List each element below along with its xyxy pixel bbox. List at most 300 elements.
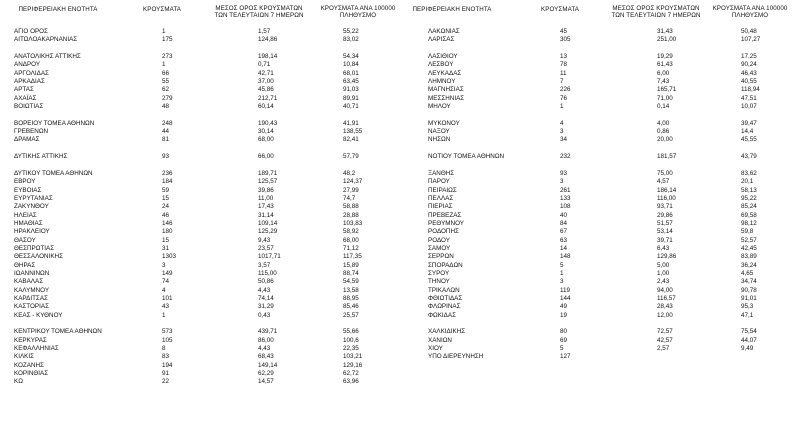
table-row <box>14 136 396 144</box>
cases-cell: 31 <box>162 244 170 252</box>
region-cell: ΑΡΓΟΛΙΔΑΣ <box>14 69 49 77</box>
avg7-cell: 190,43 <box>258 119 278 127</box>
region-cell: ΛΕΥΚΑΔΑΣ <box>428 69 462 77</box>
cases-cell: 3 <box>560 128 564 136</box>
cases-cell: 101 <box>162 295 173 302</box>
table-row <box>14 353 396 361</box>
region-cell: ΚΕΦΑΛΛΗΝΙΑΣ <box>14 345 59 353</box>
table-row <box>14 128 396 136</box>
left-table <box>14 0 396 387</box>
table-row <box>14 70 396 78</box>
avg7-cell: 39,71 <box>657 236 673 244</box>
per100k-cell: 22,35 <box>343 345 359 353</box>
table-row <box>408 203 788 211</box>
spacer-row <box>14 45 396 53</box>
per100k-cell: 138,55 <box>343 128 363 136</box>
region-cell: ΦΘΙΩΤΙΔΑΣ <box>428 295 463 302</box>
per100k-cell: 85,46 <box>343 303 359 311</box>
cases-cell: 305 <box>560 36 571 44</box>
cases-cell: 34 <box>560 136 568 144</box>
avg7-cell: 62,29 <box>258 370 274 378</box>
table-row <box>408 128 788 136</box>
per100k-cell: 107,27 <box>741 36 761 44</box>
avg7-cell: 31,29 <box>258 303 274 311</box>
table-row <box>14 253 396 261</box>
per100k-cell: 34,74 <box>741 278 757 286</box>
cases-cell: 67 <box>560 228 568 236</box>
per100k-cell: 100,6 <box>343 336 359 344</box>
avg7-cell: 129,86 <box>657 253 677 261</box>
table-row <box>408 136 788 144</box>
region-cell: ΚΑΛΥΜΝΟΥ <box>14 286 50 294</box>
avg7-cell: 251,00 <box>657 36 677 44</box>
per100k-cell: 98,12 <box>741 219 757 227</box>
table-row <box>408 337 788 345</box>
avg7-cell: 94,00 <box>657 286 673 294</box>
region-cell: ΦΛΩΡΙΝΑΣ <box>428 303 461 311</box>
per100k-cell: 44,07 <box>741 336 757 344</box>
table-row <box>408 28 788 36</box>
avg7-cell: 439,71 <box>258 328 278 336</box>
avg7-cell: 0,43 <box>258 311 271 319</box>
avg7-cell: 124,86 <box>258 36 278 44</box>
cases-cell: 261 <box>560 186 571 194</box>
per100k-cell: 52,57 <box>741 236 757 244</box>
region-cell: ΑΙΤΩΛΟΑΚΑΡΝΑΝΙΑΣ <box>14 36 78 44</box>
per100k-cell: 95,22 <box>741 194 757 202</box>
cases-cell: 15 <box>162 236 170 244</box>
region-cell: ΑΧΑΪΑΣ <box>14 94 37 102</box>
cases-cell: 15 <box>162 194 170 202</box>
avg7-cell: 71,00 <box>657 94 673 102</box>
avg7-cell: 29,86 <box>657 211 673 219</box>
table-row <box>408 328 788 336</box>
cases-header: ΚΡΟΥΣΜΑΤΑ <box>541 6 579 13</box>
region-cell: ΚΕΡΚΥΡΑΣ <box>14 336 47 344</box>
table-row <box>408 178 788 186</box>
cases-cell: 119 <box>560 286 571 294</box>
region-cell: ΛΑΣΙΘΙΟΥ <box>428 53 458 61</box>
region-cell: ΚΑΒΑΛΑΣ <box>14 278 44 286</box>
cases-cell: 1 <box>162 311 166 319</box>
right-table-body <box>408 28 788 362</box>
region-cell: ΠΕΛΛΑΣ <box>428 194 454 202</box>
avg7-header-line2: ΤΩΝ ΤΕΛΕΥΤΑΙΩΝ 7 ΗΜΕΡΩΝ <box>214 12 304 19</box>
per100k-cell: 71,12 <box>343 244 359 252</box>
region-cell: ΝΗΣΩΝ <box>428 136 451 144</box>
cases-cell: 14 <box>560 244 568 252</box>
avg7-cell: 37,00 <box>258 78 274 86</box>
avg7-cell: 7,43 <box>657 78 670 86</box>
cases-cell: 1 <box>560 103 564 111</box>
avg7-cell: 1017,71 <box>258 253 281 261</box>
avg7-cell: 0,86 <box>657 128 670 136</box>
region-cell: ΤΗΝΟΥ <box>428 278 450 286</box>
per100k-cell: 55,22 <box>343 28 359 35</box>
per100k-cell: 91,03 <box>343 86 359 94</box>
per100k-cell: 89,91 <box>343 94 359 102</box>
table-row <box>408 253 788 261</box>
region-cell: ΑΓΙΟ ΟΡΟΣ <box>14 28 48 35</box>
per100k-cell: 129,16 <box>343 361 363 369</box>
per100k-cell: 46,43 <box>741 69 757 77</box>
table-row <box>14 86 396 94</box>
cases-cell: 24 <box>162 203 170 211</box>
table-row <box>14 28 396 36</box>
cases-cell: 127 <box>560 353 571 361</box>
per100k-cell: 54,59 <box>343 278 359 286</box>
region-cell: ΗΛΕΙΑΣ <box>14 211 37 219</box>
spacer-row <box>408 45 788 53</box>
region-cell: ΚΩ <box>14 378 23 386</box>
avg7-cell: 198,14 <box>258 53 278 61</box>
avg7-cell: 74,14 <box>258 295 274 302</box>
region-cell: ΠΕΙΡΑΙΩΣ <box>428 186 457 194</box>
region-cell: ΔΡΑΜΑΣ <box>14 136 40 144</box>
table-row <box>14 328 396 336</box>
table-row <box>14 245 396 253</box>
per100k-cell: 20,1 <box>741 178 754 186</box>
cases-cell: 22 <box>162 378 170 386</box>
region-cell: ΝΟΤΙΟΥ ΤΟΜΕΑ ΑΘΗΝΩΝ <box>428 153 505 161</box>
region-cell: ΣΑΜΟΥ <box>428 244 451 252</box>
avg7-cell: 186,14 <box>657 186 677 194</box>
cases-cell: 13 <box>560 53 568 61</box>
avg7-cell: 3,57 <box>258 261 271 269</box>
cases-cell: 3 <box>560 278 564 286</box>
avg7-header <box>608 5 704 19</box>
table-row <box>14 178 396 186</box>
avg7-cell: 39,86 <box>258 186 274 194</box>
table-row <box>14 370 396 378</box>
region-cell: ΕΥΡΥΤΑΝΙΑΣ <box>14 194 53 202</box>
region-cell: ΞΑΝΘΗΣ <box>428 169 455 177</box>
table-row <box>408 153 788 161</box>
spacer-row <box>408 145 788 153</box>
region-cell: ΧΙΟΥ <box>428 345 443 353</box>
cases-cell: 149 <box>162 269 173 277</box>
region-cell: ΛΑΡΙΣΑΣ <box>428 36 455 44</box>
table-row <box>14 228 396 236</box>
table-row <box>14 195 396 203</box>
cases-cell: 83 <box>162 353 170 361</box>
cases-cell: 46 <box>162 211 170 219</box>
per100k-cell: 41,91 <box>343 119 359 127</box>
region-cell: ΓΡΕΒΕΝΩΝ <box>14 128 49 136</box>
cases-cell: 5 <box>560 345 564 353</box>
per100k-cell: 14,4 <box>741 128 754 136</box>
avg7-cell: 125,29 <box>258 228 278 236</box>
cases-cell: 78 <box>560 61 568 69</box>
region-cell: ΘΕΣΣΑΛΟΝΙΚΗΣ <box>14 253 63 261</box>
avg7-cell: 14,57 <box>258 378 274 386</box>
per100k-cell: 42,45 <box>741 244 757 252</box>
per100k-cell: 59,8 <box>741 228 754 236</box>
avg7-cell: 0,14 <box>657 103 670 111</box>
per100k-cell: 90,78 <box>741 286 757 294</box>
cases-cell: 1 <box>162 28 166 35</box>
table-row <box>408 86 788 94</box>
avg7-header-line2: ΤΩΝ ΤΕΛΕΥΤΑΙΩΝ 7 ΗΜΕΡΩΝ <box>611 12 701 19</box>
region-cell: ΑΝΔΡΟΥ <box>14 61 41 69</box>
region-cell: ΕΒΡΟΥ <box>14 178 36 186</box>
cases-cell: 236 <box>162 169 173 177</box>
per100k-cell: 82,41 <box>343 136 359 144</box>
left-table-header <box>14 0 396 28</box>
avg7-cell: 2,43 <box>657 278 670 286</box>
cases-cell: 63 <box>560 236 568 244</box>
per100k-cell: 118,94 <box>741 86 760 94</box>
region-header: ΠΕΡΙΦΕΡΕΙΑΚΗ ΕΝΟΤΗΤΑ <box>412 6 492 13</box>
per100k-cell: 39,47 <box>741 119 757 127</box>
per100k-cell: 91,01 <box>741 295 757 302</box>
avg7-cell: 61,43 <box>657 61 673 69</box>
per100k-cell: 4,65 <box>741 269 754 277</box>
cases-cell: 148 <box>560 253 571 261</box>
cases-cell: 7 <box>560 78 564 86</box>
avg7-cell: 109,14 <box>258 219 278 227</box>
cases-cell: 1 <box>162 61 166 69</box>
cases-cell: 74 <box>162 278 170 286</box>
spacer-row <box>408 111 788 119</box>
spacer-row <box>14 111 396 119</box>
per100k-cell: 13,58 <box>343 286 359 294</box>
per100k-cell: 50,48 <box>741 28 757 35</box>
avg7-cell: 30,14 <box>258 128 274 136</box>
avg7-cell: 42,71 <box>258 69 274 77</box>
avg7-cell: 4,43 <box>258 286 271 294</box>
per100k-cell: 103,21 <box>343 353 363 361</box>
cases-cell: 59 <box>162 186 170 194</box>
region-cell: ΑΝΑΤΟΛΙΚΗΣ ΑΤΤΙΚΗΣ <box>14 53 81 61</box>
region-cell: ΜΗΛΟΥ <box>428 103 451 111</box>
table-row <box>14 187 396 195</box>
avg7-cell: 1,00 <box>657 269 670 277</box>
region-cell: ΣΠΟΡΑΔΩΝ <box>428 261 463 269</box>
per100k-cell: 63,45 <box>343 78 359 86</box>
region-cell: ΡΟΔΟΥ <box>428 236 450 244</box>
table-row <box>408 245 788 253</box>
per100k-cell: 17,25 <box>741 53 757 61</box>
per100k-header-line1: ΚΡΟΥΣΜΑΤΑ ΑΝΑ 100000 <box>712 5 788 12</box>
region-cell: ΙΩΑΝΝΙΝΩΝ <box>14 269 50 277</box>
table-row <box>14 95 396 103</box>
cases-cell: 91 <box>162 370 170 378</box>
region-cell: ΗΡΑΚΛΕΙΟΥ <box>14 228 50 236</box>
table-row <box>14 53 396 61</box>
cases-cell: 80 <box>560 328 568 336</box>
avg7-cell: 4,57 <box>657 178 670 186</box>
cases-header: ΚΡΟΥΣΜΑΤΑ <box>143 6 181 13</box>
cases-cell: 4 <box>162 286 166 294</box>
cases-cell: 45 <box>560 28 568 35</box>
table-row <box>14 153 396 161</box>
per100k-cell: 85,24 <box>741 203 757 211</box>
cases-cell: 44 <box>162 128 170 136</box>
table-row <box>408 70 788 78</box>
table-row <box>408 36 788 44</box>
table-row <box>14 312 396 320</box>
avg7-cell: 2,57 <box>657 345 670 353</box>
per100k-cell: 9,49 <box>741 345 754 353</box>
cases-cell: 49 <box>560 303 568 311</box>
table-row <box>408 95 788 103</box>
region-cell: ΛΑΚΩΝΙΑΣ <box>428 28 460 35</box>
spacer-row <box>408 162 788 170</box>
cases-cell: 40 <box>560 211 568 219</box>
region-cell: ΘΑΣΟΥ <box>14 236 36 244</box>
avg7-cell: 17,43 <box>258 203 274 211</box>
cases-cell: 248 <box>162 119 173 127</box>
per100k-cell: 88,95 <box>343 295 359 302</box>
table-row <box>408 61 788 69</box>
avg7-cell: 11,00 <box>258 194 274 202</box>
per100k-cell: 36,24 <box>741 261 757 269</box>
table-row <box>14 78 396 86</box>
cases-cell: 93 <box>560 169 568 177</box>
cases-cell: 84 <box>560 219 568 227</box>
per100k-cell: 40,55 <box>741 78 757 86</box>
avg7-cell: 1,57 <box>258 28 271 35</box>
table-row <box>408 312 788 320</box>
cases-cell: 184 <box>162 178 173 186</box>
per100k-cell: 28,88 <box>343 211 359 219</box>
avg7-cell: 60,14 <box>258 103 274 111</box>
region-cell: ΔΥΤΙΚΟΥ ΤΟΜΕΑ ΑΘΗΝΩΝ <box>14 169 93 177</box>
cases-cell: 5 <box>560 261 564 269</box>
table-row <box>14 278 396 286</box>
per100k-header-line2: ΠΛΗΘΥΣΜΟ <box>339 12 377 19</box>
table-row <box>14 203 396 211</box>
table-row <box>14 61 396 69</box>
per100k-cell: 57,79 <box>343 153 359 161</box>
cases-cell: 19 <box>560 311 568 319</box>
region-cell: ΑΡΤΑΣ <box>14 86 34 94</box>
per100k-header-line2: ΠΛΗΘΥΣΜΟ <box>731 12 769 19</box>
region-cell: ΣΕΡΡΩΝ <box>428 253 454 261</box>
spacer-row <box>14 320 396 328</box>
table-row <box>408 120 788 128</box>
region-cell: ΚΟΖΑΝΗΣ <box>14 361 44 369</box>
cases-cell: 573 <box>162 328 173 336</box>
region-cell: ΝΑΞΟΥ <box>428 128 450 136</box>
table-row <box>408 262 788 270</box>
table-row <box>408 303 788 311</box>
avg7-cell: 6,00 <box>657 69 670 77</box>
avg7-cell: 149,14 <box>258 361 278 369</box>
per100k-header <box>710 5 790 19</box>
table-row <box>14 237 396 245</box>
table-row <box>14 212 396 220</box>
region-cell: ΥΠΟ ΔΙΕΡΕΥΝΗΣΗ <box>428 353 484 361</box>
avg7-cell: 115,00 <box>258 269 277 277</box>
per100k-cell: 117,35 <box>343 253 362 261</box>
region-cell: ΠΑΡΟΥ <box>428 178 450 186</box>
table-row <box>408 237 788 245</box>
per100k-cell: 48,2 <box>343 169 356 177</box>
avg7-cell: 72,57 <box>657 328 673 336</box>
cases-cell: 279 <box>162 94 173 102</box>
avg7-cell: 51,57 <box>657 219 673 227</box>
per100k-cell: 83,89 <box>741 253 757 261</box>
table-row <box>408 228 788 236</box>
region-cell: ΒΟΡΕΙΟΥ ΤΟΜΕΑ ΑΘΗΝΩΝ <box>14 119 95 127</box>
region-cell: ΘΕΣΠΡΩΤΙΑΣ <box>14 244 55 252</box>
per100k-cell: 75,54 <box>741 328 757 336</box>
cases-cell: 273 <box>162 53 173 61</box>
region-cell: ΠΡΕΒΕΖΑΣ <box>428 211 462 219</box>
avg7-cell: 116,00 <box>657 194 676 202</box>
avg7-cell: 181,57 <box>657 153 677 161</box>
table-row <box>14 262 396 270</box>
cases-cell: 11 <box>560 69 567 77</box>
region-cell: ΚΑΣΤΟΡΙΑΣ <box>14 303 49 311</box>
per100k-cell: 58,92 <box>343 228 359 236</box>
cases-cell: 144 <box>560 295 571 302</box>
region-header: ΠΕΡΙΦΕΡΕΙΑΚΗ ΕΝΟΤΗΤΑ <box>18 6 98 13</box>
cases-cell: 4 <box>560 119 564 127</box>
per100k-cell: 62,72 <box>343 370 359 378</box>
avg7-cell: 31,43 <box>657 28 673 35</box>
avg7-cell: 86,00 <box>258 336 274 344</box>
cases-cell: 69 <box>560 336 568 344</box>
avg7-cell: 42,57 <box>657 336 673 344</box>
cases-cell: 1303 <box>162 253 177 261</box>
avg7-cell: 93,71 <box>657 203 673 211</box>
avg7-cell: 19,29 <box>657 53 673 61</box>
avg7-cell: 68,43 <box>258 353 274 361</box>
table-row <box>14 378 396 386</box>
table-row <box>14 295 396 303</box>
avg7-cell: 20,00 <box>657 136 673 144</box>
cases-cell: 146 <box>162 219 173 227</box>
per100k-cell: 58,88 <box>343 203 359 211</box>
cases-cell: 1 <box>560 269 564 277</box>
per100k-cell: 25,57 <box>343 311 359 319</box>
per100k-cell: 54,34 <box>343 53 359 61</box>
avg7-cell: 68,00 <box>258 136 274 144</box>
region-cell: ΧΑΝΙΩΝ <box>428 336 452 344</box>
region-cell: ΚΑΡΔΙΤΣΑΣ <box>14 295 48 302</box>
region-cell: ΒΟΙΩΤΙΑΣ <box>14 103 44 111</box>
table-row <box>14 303 396 311</box>
table-row <box>408 353 788 361</box>
per100k-cell: 124,37 <box>343 178 363 186</box>
cases-cell: 48 <box>162 103 170 111</box>
left-table-body <box>14 28 396 387</box>
table-row <box>408 212 788 220</box>
per100k-cell: 43,79 <box>741 153 757 161</box>
region-cell: ΘΗΡΑΣ <box>14 261 36 269</box>
region-cell: ΠΙΕΡΙΑΣ <box>428 203 453 211</box>
table-row <box>408 295 788 303</box>
cases-cell: 62 <box>162 86 170 94</box>
per100k-header <box>316 5 400 19</box>
per100k-cell: 83,62 <box>741 169 757 177</box>
table-row <box>14 287 396 295</box>
table-row <box>14 103 396 111</box>
table-row <box>408 78 788 86</box>
table-row <box>14 345 396 353</box>
avg7-cell: 23,57 <box>258 244 274 252</box>
table-row <box>408 187 788 195</box>
region-cell: ΚΕΝΤΡΙΚΟΥ ΤΟΜΕΑ ΑΘΗΝΩΝ <box>14 328 102 336</box>
avg7-cell: 4,43 <box>258 345 271 353</box>
region-cell: ΚΕΑΣ - ΚΥΘΝΟΥ <box>14 311 63 319</box>
per100k-cell: 10,07 <box>741 103 757 111</box>
per100k-cell: 68,00 <box>343 236 359 244</box>
per100k-cell: 55,66 <box>343 328 359 336</box>
